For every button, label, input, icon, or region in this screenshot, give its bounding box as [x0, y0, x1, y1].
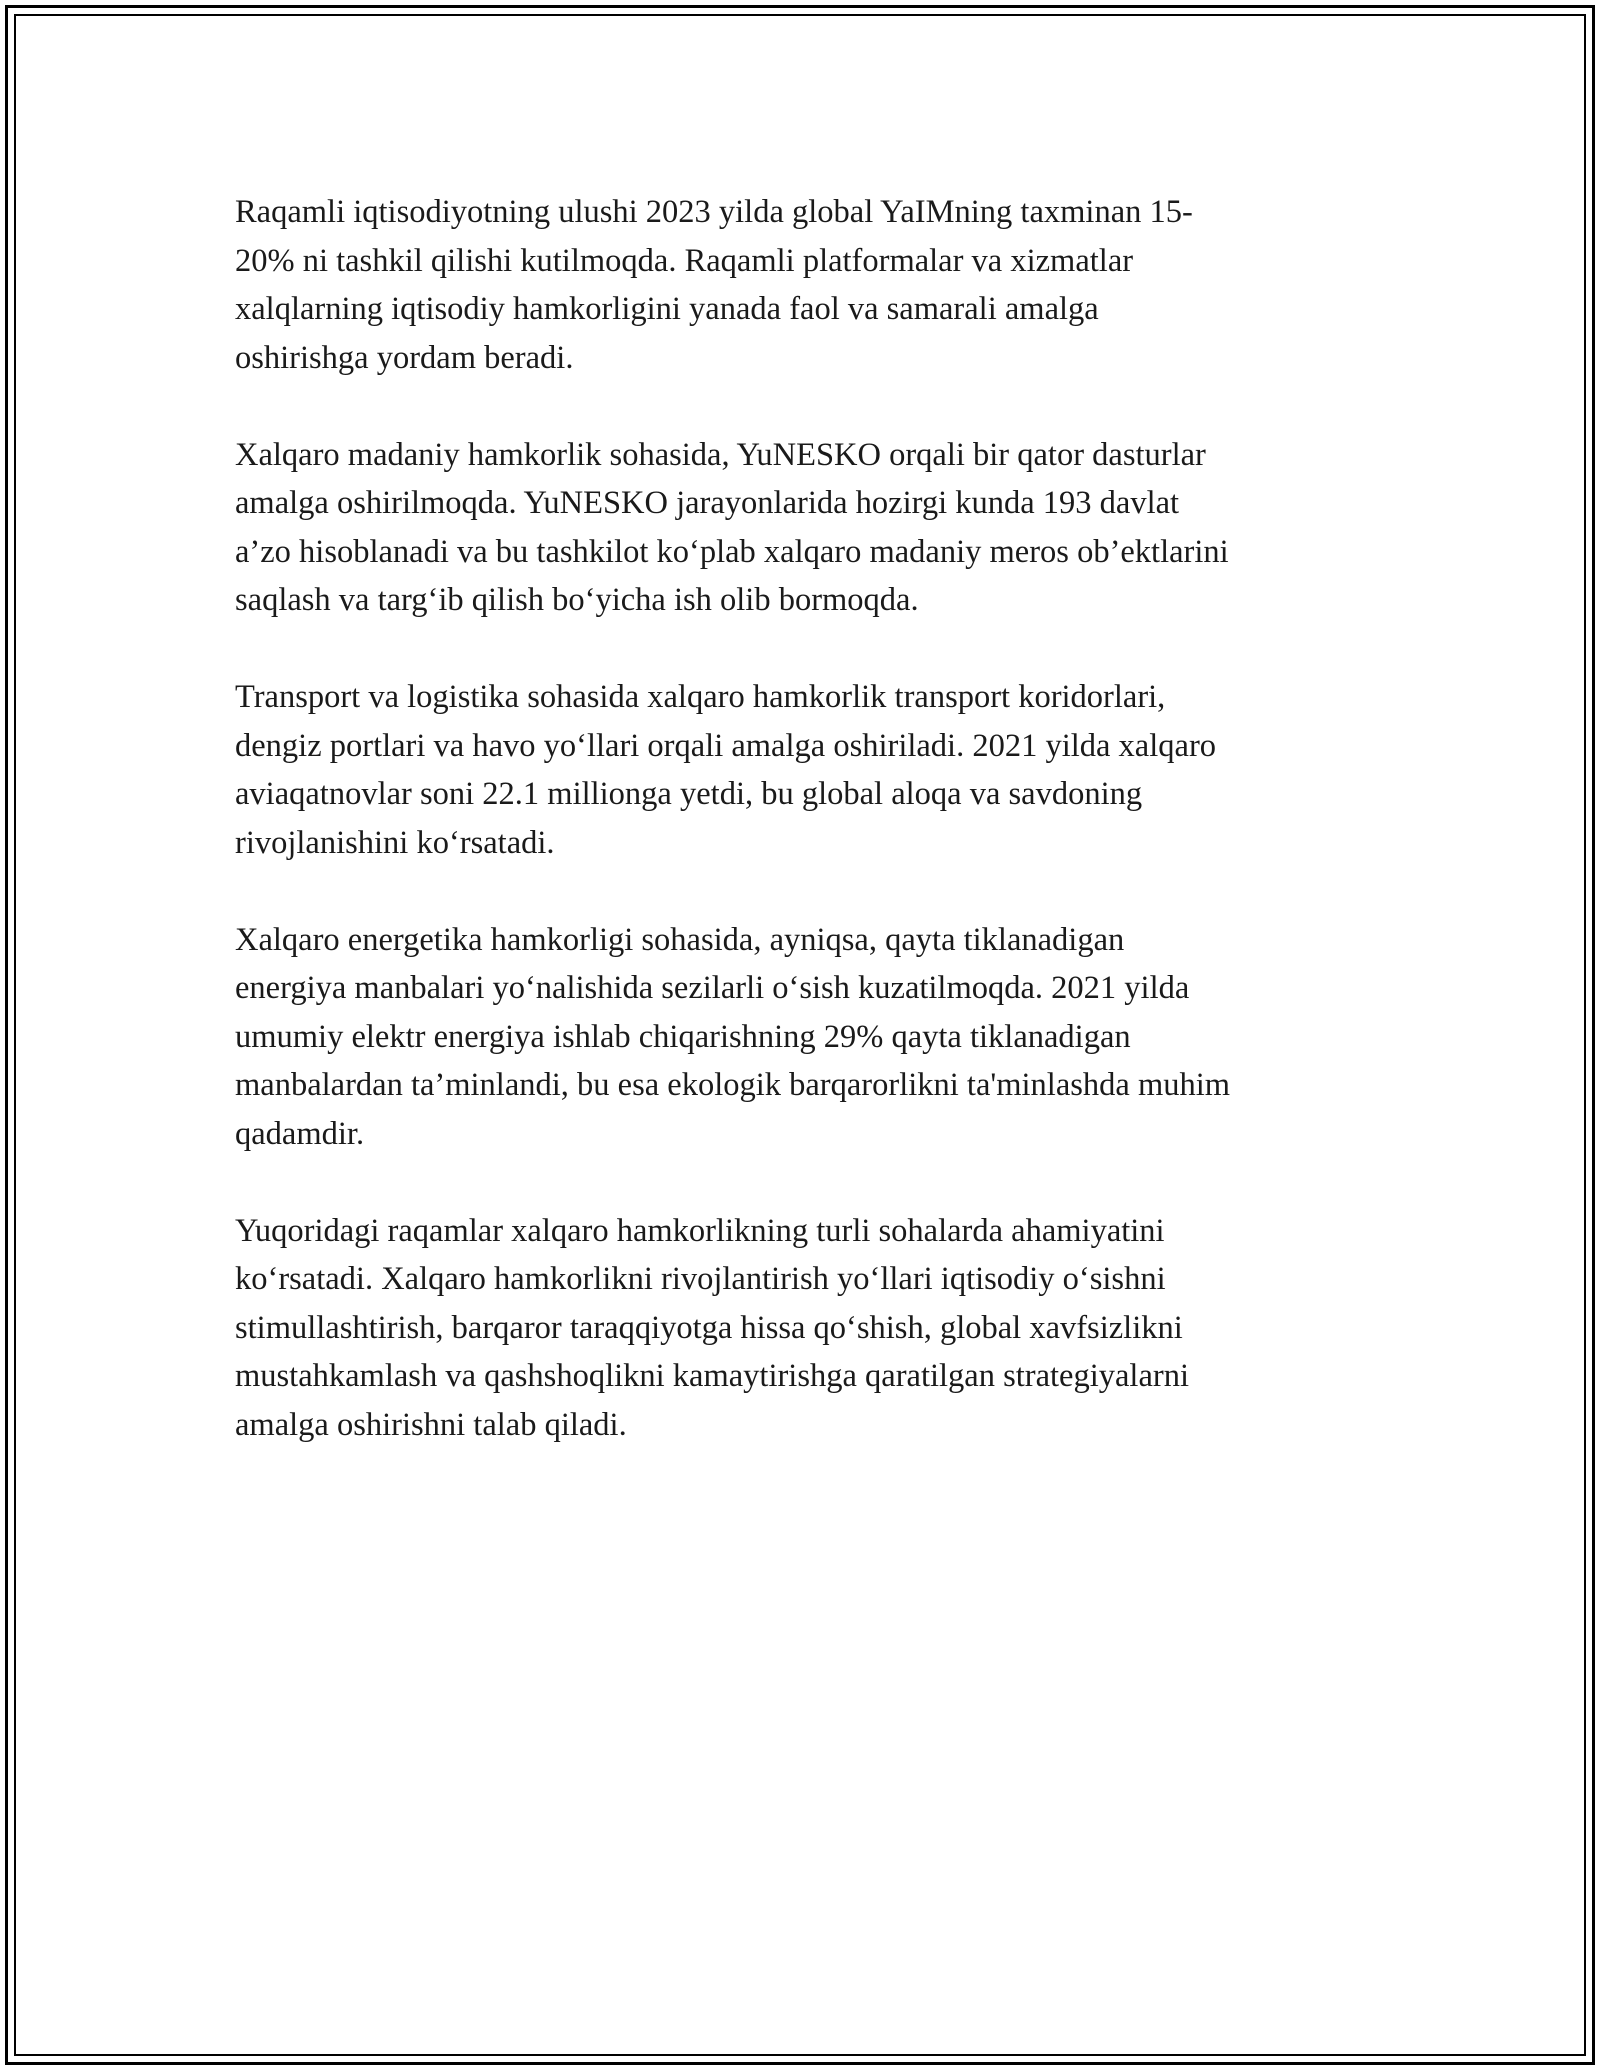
text-line: Xalqaro madaniy hamkorlik sohasida, YuNESKO orqali bir qator dasturlar [235, 436, 1206, 473]
paragraph-cultural-cooperation [235, 431, 1355, 625]
text-line: xalqlarning iqtisodiy hamkorligini yanada faol va samarali amalga [235, 291, 1099, 327]
text-line: mustahkamlash va qashshoqlikni kamaytirishga qaratilgan strategiyalarni [235, 1358, 1189, 1394]
text-line: saqlash va targ‘ib qilish bo‘yicha ish olib bormoqda. [235, 582, 919, 618]
paragraph-conclusion [235, 1207, 1355, 1450]
text-line: amalga oshirishni talab qiladi. [235, 1406, 627, 1443]
text-line: manbalardan ta’minlandi, bu esa ekologik barqarorlikni ta'minlashda muhim [235, 1067, 1231, 1103]
text-line: amalga oshirilmoqda. YuNESKO jarayonlarida hozirgi kunda 193 davlat [235, 485, 1180, 521]
text-line: dengiz portlari va havo yo‘llari orqali amalga oshiriladi. 2021 yilda xalqaro [235, 727, 1217, 764]
text-line: Xalqaro energetika hamkorligi sohasida, ayniqsa, qayta tiklanadigan [235, 921, 1125, 958]
text-line: a’zo hisoblanadi va bu tashkilot ko‘plab xalqaro madaniy meros ob’ektlarini [235, 533, 1229, 570]
text-line: Yuqoridagi raqamlar xalqaro hamkorlikning turli sohalarda ahamiyatini [235, 1212, 1165, 1249]
text-line: 20% ni tashkil qilishi kutilmoqda. Raqamli platformalar va xizmatlar [235, 242, 1134, 279]
text-line: Raqamli iqtisodiyotning ulushi 2023 yilda global YaIMning taxminan 15- [235, 194, 1193, 230]
text-line: aviaqatnovlar soni 22.1 millionga yetdi, bu global aloqa va savdoning [235, 776, 1143, 812]
document-body [235, 188, 1355, 1498]
text-line: energiya manbalari yo‘nalishida sezilarli o‘sish kuzatilmoqda. 2021 yilda [235, 970, 1190, 1006]
paragraph-energy-cooperation [235, 916, 1355, 1159]
paragraph-digital-economy [235, 188, 1355, 382]
text-line: Transport va logistika sohasida xalqaro hamkorlik transport koridorlari, [235, 679, 1166, 715]
text-line: stimullashtirish, barqaror taraqqiyotga hissa qo‘shish, global xavfsizlikni [235, 1309, 1183, 1346]
text-line: oshirishga yordam beradi. [235, 339, 574, 376]
text-line: qadamdir. [235, 1115, 365, 1152]
text-line: umumiy elektr energiya ishlab chiqarishning 29% qayta tiklanadigan [235, 1018, 1131, 1055]
paragraph-transport-logistics [235, 673, 1355, 867]
text-line: ko‘rsatadi. Xalqaro hamkorlikni rivojlantirish yo‘llari iqtisodiy o‘sishni [235, 1261, 1166, 1297]
text-line: rivojlanishini ko‘rsatadi. [235, 824, 555, 861]
